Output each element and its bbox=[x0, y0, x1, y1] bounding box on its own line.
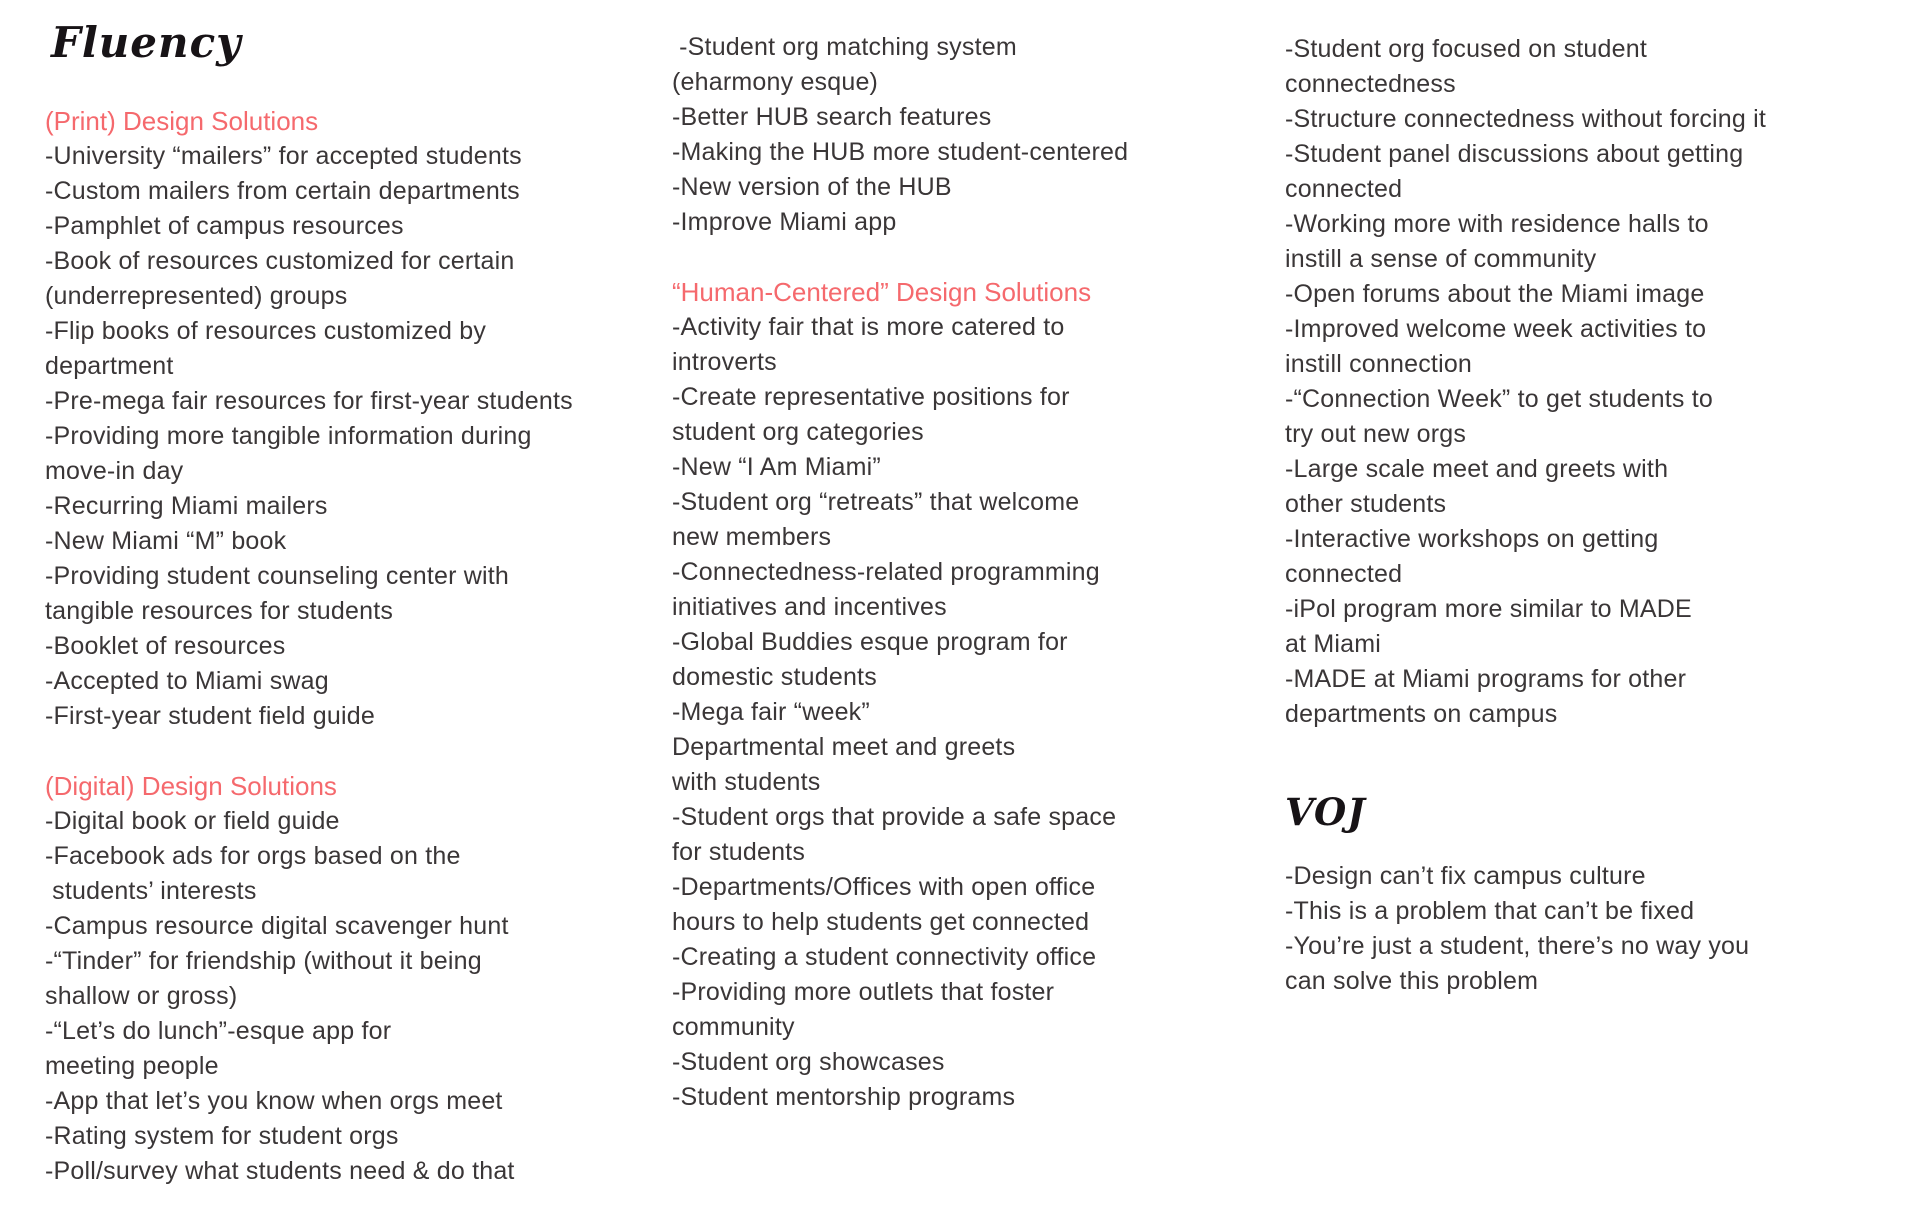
text-line: -Connectedness-related programming bbox=[672, 558, 1100, 586]
text-line: -Structure connectedness without forcing it bbox=[1285, 105, 1767, 133]
text-line: students’ interests bbox=[45, 877, 257, 906]
text-line: hours to help students get connected bbox=[672, 908, 1090, 936]
text-line: -Improved welcome week activities to bbox=[1285, 315, 1707, 343]
text-line: -Global Buddies esque program for bbox=[672, 628, 1068, 656]
text-line: other students bbox=[1285, 490, 1447, 518]
text-line: -Working more with residence halls to bbox=[1285, 210, 1709, 238]
text-line: -Student mentorship programs bbox=[672, 1083, 1016, 1111]
text-line: -Booklet of resources bbox=[45, 632, 286, 661]
text-line: for students bbox=[672, 838, 806, 866]
text-line: -Accepted to Miami swag bbox=[45, 667, 329, 696]
text-line: move-in day bbox=[45, 457, 184, 486]
text-line: meeting people bbox=[45, 1052, 219, 1081]
section bbox=[672, 30, 1277, 240]
text-line: -Student panel discussions about getting bbox=[1285, 140, 1744, 168]
text-line: connectedness bbox=[1285, 70, 1456, 98]
text-line: new members bbox=[672, 523, 832, 551]
text-line: -Pre-mega fair resources for first-year students bbox=[45, 387, 573, 416]
text-line: -New version of the HUB bbox=[672, 173, 952, 201]
text-line: -Making the HUB more student-centered bbox=[672, 138, 1129, 166]
text-line: -Recurring Miami mailers bbox=[45, 492, 328, 521]
text-line: student org categories bbox=[672, 418, 924, 446]
text-line: -Create representative positions for bbox=[672, 383, 1070, 411]
text-line: -Open forums about the Miami image bbox=[1285, 280, 1705, 308]
text-line: -First-year student field guide bbox=[45, 702, 375, 731]
text-line: -Departments/Offices with open office bbox=[672, 873, 1096, 901]
text-line: -Campus resource digital scavenger hunt bbox=[45, 912, 509, 941]
text-line: -Providing more outlets that foster bbox=[672, 978, 1055, 1006]
text-line: domestic students bbox=[672, 663, 877, 691]
page-title: Fluency bbox=[51, 18, 242, 67]
text-line: -Facebook ads for orgs based on the bbox=[45, 842, 461, 871]
text-line: -Student orgs that provide a safe space bbox=[672, 803, 1117, 831]
text-line: (underrepresented) groups bbox=[45, 282, 348, 311]
text-line: -App that let’s you know when orgs meet bbox=[45, 1087, 503, 1116]
text-line: -Creating a student connectivity office bbox=[672, 943, 1097, 971]
text-line: -“Let’s do lunch”-esque app for bbox=[45, 1017, 392, 1046]
text-line: shallow or gross) bbox=[45, 982, 238, 1011]
text-line: -“Tinder” for friendship (without it being bbox=[45, 947, 482, 976]
section bbox=[45, 769, 660, 1189]
text-line: with students bbox=[672, 768, 821, 796]
text-line: (eharmony esque) bbox=[672, 68, 879, 96]
text-line: -Better HUB search features bbox=[672, 103, 992, 131]
text-line: -University “mailers” for accepted students bbox=[45, 142, 522, 171]
text-line: -You’re just a student, there’s no way you bbox=[1285, 931, 1750, 960]
text-line: -Design can’t fix campus culture bbox=[1285, 861, 1646, 890]
text-line: -Providing more tangible information during bbox=[45, 422, 532, 451]
text-line: -Book of resources customized for certain bbox=[45, 247, 515, 276]
section-header: (Digital) Design Solutions bbox=[45, 771, 337, 802]
section bbox=[1285, 792, 1905, 999]
text-line: department bbox=[45, 352, 174, 381]
text-line: -Student org “retreats” that welcome bbox=[672, 488, 1080, 516]
text-line: connected bbox=[1285, 175, 1403, 203]
text-line: connected bbox=[1285, 560, 1403, 588]
text-line: -Activity fair that is more catered to bbox=[672, 313, 1065, 341]
text-line: can solve this problem bbox=[1285, 966, 1539, 995]
text-line: -iPol program more similar to MADE bbox=[1285, 595, 1692, 623]
text-line: -Poll/survey what students need & do that bbox=[45, 1157, 515, 1186]
column-sections bbox=[672, 30, 1277, 1115]
text-line: -Digital book or field guide bbox=[45, 807, 340, 836]
text-line: -“Connection Week” to get students to bbox=[1285, 385, 1713, 413]
section-header: “Human-Centered” Design Solutions bbox=[672, 277, 1092, 307]
text-line: at Miami bbox=[1285, 630, 1382, 658]
text-line: -New “I Am Miami” bbox=[672, 453, 881, 481]
column-print-digital-solutions bbox=[45, 20, 660, 1189]
text-line: -New Miami “M” book bbox=[45, 527, 287, 556]
column-digital-human-centered-solutions bbox=[672, 30, 1277, 1115]
text-line: departments on campus bbox=[1285, 700, 1558, 728]
column-connectedness-voj bbox=[1285, 32, 1905, 999]
column-sections bbox=[1285, 32, 1905, 999]
text-line: -Student org matching system bbox=[672, 33, 1017, 61]
text-line: Departmental meet and greets bbox=[672, 733, 1016, 761]
section bbox=[1285, 32, 1905, 732]
text-line: instill connection bbox=[1285, 350, 1473, 378]
text-line: -Improve Miami app bbox=[672, 208, 897, 236]
section-title: VOJ bbox=[1285, 790, 1366, 834]
text-line: -Flip books of resources customized by bbox=[45, 317, 487, 346]
section bbox=[45, 104, 660, 734]
section bbox=[672, 275, 1277, 1115]
text-line: -This is a problem that can’t be fixed bbox=[1285, 896, 1695, 925]
text-line: -Interactive workshops on getting bbox=[1285, 525, 1659, 553]
text-line: -Rating system for student orgs bbox=[45, 1122, 399, 1151]
text-line: -Mega fair “week” bbox=[672, 698, 870, 726]
text-line: community bbox=[672, 1013, 795, 1041]
text-line: instill a sense of community bbox=[1285, 245, 1597, 273]
text-line: -MADE at Miami programs for other bbox=[1285, 665, 1687, 693]
text-line: -Pamphlet of campus resources bbox=[45, 212, 404, 241]
text-line: -Student org showcases bbox=[672, 1048, 945, 1076]
text-line: -Student org focused on student bbox=[1285, 35, 1647, 63]
text-line: -Custom mailers from certain departments bbox=[45, 177, 520, 206]
column-sections bbox=[45, 104, 660, 1189]
text-line: initiatives and incentives bbox=[672, 593, 947, 621]
text-line: -Large scale meet and greets with bbox=[1285, 455, 1669, 483]
text-line: -Providing student counseling center with bbox=[45, 562, 510, 591]
section-header: (Print) Design Solutions bbox=[45, 106, 319, 137]
text-line: tangible resources for students bbox=[45, 597, 394, 626]
text-line: try out new orgs bbox=[1285, 420, 1467, 448]
text-line: introverts bbox=[672, 348, 777, 376]
